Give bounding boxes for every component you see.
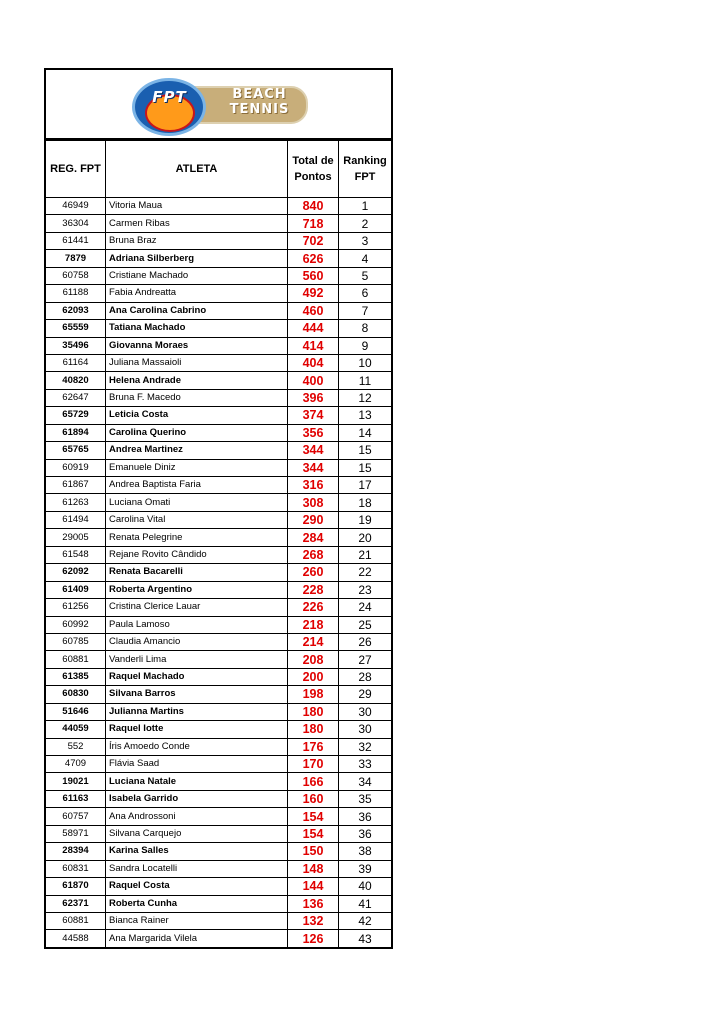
- cell-reg: 60992: [46, 616, 106, 633]
- cell-athlete: Ana Androssoni: [106, 808, 288, 825]
- cell-reg: 51646: [46, 703, 106, 720]
- table-row: [46, 354, 391, 371]
- cell-reg: 58971: [46, 825, 106, 842]
- col-header-ranking: [339, 141, 392, 198]
- cell-athlete: Silvana Carquejo: [106, 825, 288, 842]
- cell-rank: 25: [339, 616, 392, 633]
- cell-reg: 60881: [46, 651, 106, 668]
- cell-athlete: Raquel Costa: [106, 878, 288, 895]
- cell-rank: 38: [339, 843, 392, 860]
- cell-reg: 60830: [46, 686, 106, 703]
- table-row: [46, 337, 391, 354]
- cell-athlete: Ana Carolina Cabrino: [106, 302, 288, 319]
- cell-reg: 7879: [46, 250, 106, 267]
- cell-athlete: Renata Pelegrine: [106, 529, 288, 546]
- cell-rank: 8: [339, 320, 392, 337]
- cell-athlete: Helena Andrade: [106, 372, 288, 389]
- table-row: [46, 721, 391, 738]
- table-row: [46, 581, 391, 598]
- cell-points: 718: [288, 215, 339, 232]
- col-header-atleta: ATLETA: [106, 141, 288, 198]
- table-row: [46, 616, 391, 633]
- cell-points: 268: [288, 546, 339, 563]
- cell-points: 260: [288, 564, 339, 581]
- cell-reg: 4709: [46, 756, 106, 773]
- logo-wordmark: [220, 87, 300, 117]
- cell-rank: 5: [339, 267, 392, 284]
- table-row: [46, 494, 391, 511]
- table-row: [46, 320, 391, 337]
- cell-athlete: Luciana Omati: [106, 494, 288, 511]
- table-row: [46, 564, 391, 581]
- cell-athlete: Ana Margarida Vilela: [106, 930, 288, 947]
- cell-reg: 61188: [46, 285, 106, 302]
- cell-reg: 65765: [46, 442, 106, 459]
- cell-reg: 60831: [46, 860, 106, 877]
- cell-reg: 60919: [46, 459, 106, 476]
- cell-reg: 61163: [46, 790, 106, 807]
- cell-athlete: Renata Bacarelli: [106, 564, 288, 581]
- table-row: [46, 372, 391, 389]
- table-row: [46, 459, 391, 476]
- cell-athlete: Juliana Massaioli: [106, 354, 288, 371]
- table-row: [46, 302, 391, 319]
- logo-line-beach: BEACH: [232, 87, 287, 102]
- cell-reg: 61164: [46, 354, 106, 371]
- cell-rank: 9: [339, 337, 392, 354]
- table-row: [46, 843, 391, 860]
- cell-reg: 61441: [46, 232, 106, 249]
- cell-points: 166: [288, 773, 339, 790]
- col-header-pontos-line1: Total de: [292, 155, 334, 167]
- cell-reg: 60758: [46, 267, 106, 284]
- cell-rank: 34: [339, 773, 392, 790]
- cell-points: 148: [288, 860, 339, 877]
- cell-rank: 6: [339, 285, 392, 302]
- cell-rank: 24: [339, 599, 392, 616]
- cell-rank: 36: [339, 825, 392, 842]
- cell-rank: 26: [339, 633, 392, 650]
- cell-rank: 4: [339, 250, 392, 267]
- cell-athlete: Emanuele Diniz: [106, 459, 288, 476]
- logo-line-tennis: TENNIS: [229, 102, 290, 117]
- table-row: [46, 703, 391, 720]
- cell-points: 492: [288, 285, 339, 302]
- cell-rank: 39: [339, 860, 392, 877]
- table-row: [46, 773, 391, 790]
- cell-points: 316: [288, 477, 339, 494]
- cell-rank: 32: [339, 738, 392, 755]
- cell-athlete: Sandra Locatelli: [106, 860, 288, 877]
- table-row: [46, 738, 391, 755]
- cell-athlete: Julianna Martins: [106, 703, 288, 720]
- cell-athlete: Claudia Amancio: [106, 633, 288, 650]
- cell-rank: 36: [339, 808, 392, 825]
- cell-athlete: Andrea Martinez: [106, 442, 288, 459]
- cell-points: 228: [288, 581, 339, 598]
- cell-points: 208: [288, 651, 339, 668]
- table-row: [46, 633, 391, 650]
- table-row: [46, 790, 391, 807]
- table-header-row: [46, 141, 391, 198]
- cell-points: 136: [288, 895, 339, 912]
- logo-badge: [132, 78, 206, 136]
- table-row: [46, 895, 391, 912]
- cell-reg: 60757: [46, 808, 106, 825]
- cell-reg: 61894: [46, 424, 106, 441]
- cell-points: 344: [288, 459, 339, 476]
- cell-reg: 61385: [46, 668, 106, 685]
- cell-reg: 65559: [46, 320, 106, 337]
- cell-rank: 15: [339, 459, 392, 476]
- cell-points: 308: [288, 494, 339, 511]
- cell-athlete: Cristina Clerice Lauar: [106, 599, 288, 616]
- cell-athlete: Tatiana Machado: [106, 320, 288, 337]
- cell-rank: 3: [339, 232, 392, 249]
- cell-points: 160: [288, 790, 339, 807]
- cell-rank: 23: [339, 581, 392, 598]
- cell-reg: 46949: [46, 198, 106, 215]
- cell-points: 126: [288, 930, 339, 947]
- cell-rank: 20: [339, 529, 392, 546]
- cell-athlete: Leticia Costa: [106, 407, 288, 424]
- cell-points: 154: [288, 825, 339, 842]
- table-row: [46, 686, 391, 703]
- ranking-sheet: [44, 68, 393, 949]
- table-row: [46, 808, 391, 825]
- cell-athlete: Paula Lamoso: [106, 616, 288, 633]
- cell-points: 840: [288, 198, 339, 215]
- cell-reg: 44059: [46, 721, 106, 738]
- table-row: [46, 267, 391, 284]
- cell-reg: 61548: [46, 546, 106, 563]
- table-row: [46, 285, 391, 302]
- table-row: [46, 442, 391, 459]
- cell-athlete: Carmen Ribas: [106, 215, 288, 232]
- cell-rank: 33: [339, 756, 392, 773]
- cell-athlete: Flávia Saad: [106, 756, 288, 773]
- cell-reg: 62093: [46, 302, 106, 319]
- cell-points: 180: [288, 721, 339, 738]
- cell-rank: 10: [339, 354, 392, 371]
- cell-points: 400: [288, 372, 339, 389]
- cell-reg: 61870: [46, 878, 106, 895]
- cell-athlete: Carolina Querino: [106, 424, 288, 441]
- cell-athlete: Roberta Argentino: [106, 581, 288, 598]
- cell-points: 170: [288, 756, 339, 773]
- col-header-pontos-line2: Pontos: [294, 171, 332, 183]
- table-row: [46, 511, 391, 528]
- cell-reg: 552: [46, 738, 106, 755]
- cell-points: 200: [288, 668, 339, 685]
- cell-points: 626: [288, 250, 339, 267]
- cell-athlete: Karina Salles: [106, 843, 288, 860]
- cell-points: 460: [288, 302, 339, 319]
- cell-rank: 35: [339, 790, 392, 807]
- cell-athlete: Carolina Vital: [106, 511, 288, 528]
- cell-reg: 60881: [46, 912, 106, 929]
- cell-reg: 62092: [46, 564, 106, 581]
- cell-points: 150: [288, 843, 339, 860]
- table-row: [46, 651, 391, 668]
- cell-points: 284: [288, 529, 339, 546]
- cell-rank: 30: [339, 703, 392, 720]
- cell-athlete: Raquel Machado: [106, 668, 288, 685]
- cell-reg: 61494: [46, 511, 106, 528]
- cell-reg: 62371: [46, 895, 106, 912]
- cell-athlete: Isabela Garrido: [106, 790, 288, 807]
- cell-reg: 44588: [46, 930, 106, 947]
- logo-fpt-text: FPT: [152, 88, 187, 106]
- cell-rank: 15: [339, 442, 392, 459]
- logo-header: [46, 70, 391, 140]
- cell-athlete: Raquel Iotte: [106, 721, 288, 738]
- cell-points: 154: [288, 808, 339, 825]
- table-row: [46, 198, 391, 215]
- cell-rank: 41: [339, 895, 392, 912]
- table-row: [46, 930, 391, 947]
- cell-rank: 30: [339, 721, 392, 738]
- cell-points: 290: [288, 511, 339, 528]
- cell-rank: 21: [339, 546, 392, 563]
- cell-rank: 29: [339, 686, 392, 703]
- cell-reg: 60785: [46, 633, 106, 650]
- table-row: [46, 477, 391, 494]
- cell-reg: 19021: [46, 773, 106, 790]
- cell-rank: 7: [339, 302, 392, 319]
- cell-reg: 61867: [46, 477, 106, 494]
- cell-rank: 17: [339, 477, 392, 494]
- col-header-ranking-line1: Ranking: [343, 155, 387, 167]
- cell-rank: 13: [339, 407, 392, 424]
- cell-points: 198: [288, 686, 339, 703]
- table-row: [46, 529, 391, 546]
- cell-points: 144: [288, 878, 339, 895]
- cell-athlete: Bruna Braz: [106, 232, 288, 249]
- table-row: [46, 825, 391, 842]
- col-header-reg: REG. FPT: [46, 141, 106, 198]
- cell-athlete: Adriana Silberberg: [106, 250, 288, 267]
- table-row: [46, 424, 391, 441]
- cell-reg: 28394: [46, 843, 106, 860]
- cell-athlete: Bianca Rainer: [106, 912, 288, 929]
- cell-reg: 65729: [46, 407, 106, 424]
- cell-reg: 61256: [46, 599, 106, 616]
- cell-points: 344: [288, 442, 339, 459]
- cell-rank: 18: [339, 494, 392, 511]
- cell-points: 226: [288, 599, 339, 616]
- cell-points: 702: [288, 232, 339, 249]
- cell-points: 356: [288, 424, 339, 441]
- cell-athlete: Bruna F. Macedo: [106, 389, 288, 406]
- cell-athlete: Vanderli Lima: [106, 651, 288, 668]
- cell-points: 414: [288, 337, 339, 354]
- cell-rank: 40: [339, 878, 392, 895]
- table-row: [46, 878, 391, 895]
- cell-reg: 29005: [46, 529, 106, 546]
- cell-points: 444: [288, 320, 339, 337]
- cell-athlete: Íris Amoedo Conde: [106, 738, 288, 755]
- cell-athlete: Luciana Natale: [106, 773, 288, 790]
- table-row: [46, 599, 391, 616]
- cell-reg: 62647: [46, 389, 106, 406]
- cell-reg: 35496: [46, 337, 106, 354]
- col-header-ranking-line2: FPT: [354, 171, 376, 183]
- cell-rank: 2: [339, 215, 392, 232]
- cell-points: 218: [288, 616, 339, 633]
- cell-rank: 43: [339, 930, 392, 947]
- col-header-pontos: [288, 141, 339, 198]
- table-row: [46, 389, 391, 406]
- cell-rank: 1: [339, 198, 392, 215]
- cell-athlete: Cristiane Machado: [106, 267, 288, 284]
- cell-rank: 42: [339, 912, 392, 929]
- cell-reg: 36304: [46, 215, 106, 232]
- cell-rank: 19: [339, 511, 392, 528]
- table-row: [46, 912, 391, 929]
- cell-athlete: Silvana Barros: [106, 686, 288, 703]
- cell-athlete: Roberta Cunha: [106, 895, 288, 912]
- fpt-beach-tennis-logo: [132, 75, 306, 133]
- cell-rank: 11: [339, 372, 392, 389]
- cell-athlete: Fabia Andreatta: [106, 285, 288, 302]
- ranking-table: [46, 140, 391, 947]
- cell-points: 180: [288, 703, 339, 720]
- cell-reg: 40820: [46, 372, 106, 389]
- cell-points: 214: [288, 633, 339, 650]
- cell-points: 374: [288, 407, 339, 424]
- cell-points: 176: [288, 738, 339, 755]
- cell-athlete: Vitoria Maua: [106, 198, 288, 215]
- table-body: [46, 198, 391, 947]
- cell-points: 396: [288, 389, 339, 406]
- table-row: [46, 407, 391, 424]
- cell-rank: 27: [339, 651, 392, 668]
- cell-points: 560: [288, 267, 339, 284]
- table-row: [46, 215, 391, 232]
- cell-rank: 14: [339, 424, 392, 441]
- cell-athlete: Andrea Baptista Faria: [106, 477, 288, 494]
- table-row: [46, 756, 391, 773]
- cell-athlete: Rejane Rovito Cândido: [106, 546, 288, 563]
- table-row: [46, 668, 391, 685]
- cell-reg: 61409: [46, 581, 106, 598]
- cell-rank: 22: [339, 564, 392, 581]
- table-row: [46, 232, 391, 249]
- table-row: [46, 860, 391, 877]
- cell-rank: 28: [339, 668, 392, 685]
- cell-points: 132: [288, 912, 339, 929]
- cell-reg: 61263: [46, 494, 106, 511]
- cell-rank: 12: [339, 389, 392, 406]
- cell-points: 404: [288, 354, 339, 371]
- table-row: [46, 250, 391, 267]
- table-row: [46, 546, 391, 563]
- cell-athlete: Giovanna Moraes: [106, 337, 288, 354]
